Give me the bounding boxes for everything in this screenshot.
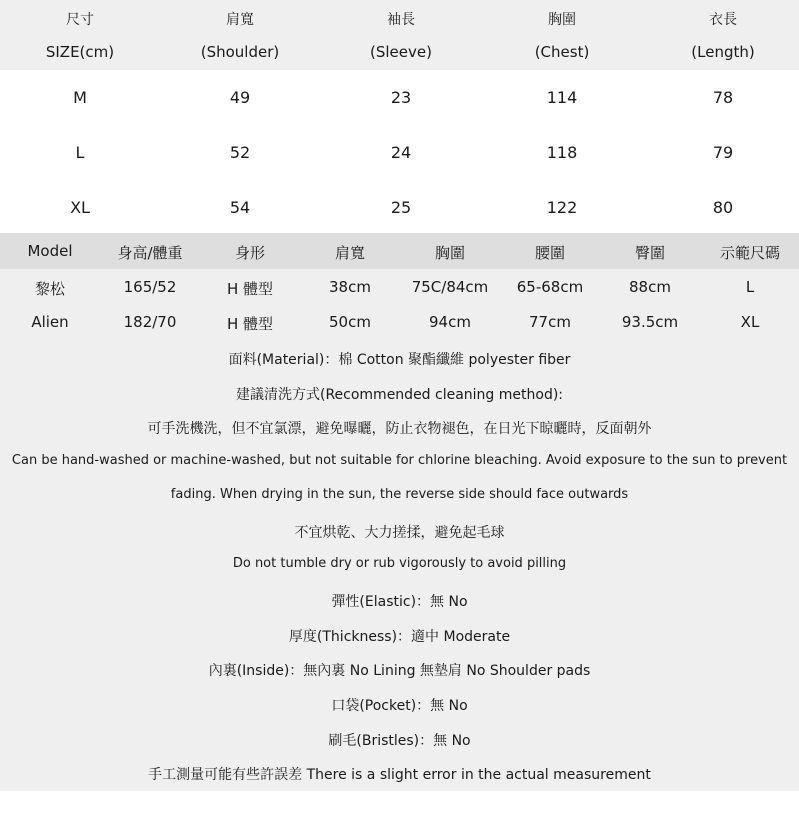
shoulder-header-en: (Shoulder) bbox=[200, 43, 280, 61]
chest-cell: 122 bbox=[546, 198, 578, 217]
hip-header: 臀圍 bbox=[634, 244, 665, 262]
size-cell: M bbox=[73, 88, 87, 107]
size-table-header bbox=[0, 0, 799, 70]
product-info bbox=[0, 339, 799, 791]
model-name: 黎松 bbox=[34, 280, 65, 298]
model-header: Model bbox=[27, 242, 73, 260]
chest-cell: 114 bbox=[546, 88, 578, 107]
length-header-en: (Length) bbox=[691, 43, 755, 61]
model-table-header bbox=[0, 233, 799, 269]
body-type-cell: H 體型 bbox=[226, 280, 274, 298]
size-cell: L bbox=[75, 143, 85, 162]
drying-note-en: Do not tumble dry or rub vigorously to avoid pilling bbox=[232, 556, 567, 571]
sleeve-cell: 25 bbox=[390, 198, 412, 217]
demo-size-cell: L bbox=[745, 278, 755, 296]
material-line: 面料(Material)：棉 Cotton 聚酯纖維 polyester fiber bbox=[228, 352, 571, 368]
body-type-header: 身形 bbox=[234, 244, 265, 262]
shoulder-cell: 54 bbox=[229, 198, 251, 217]
chest-cell: 94cm bbox=[429, 313, 471, 331]
length-cell: 78 bbox=[712, 88, 734, 107]
chest-cell: 75C/84cm bbox=[411, 278, 489, 296]
bristles-line: 刷毛(Bristles)：無 No bbox=[328, 733, 471, 749]
shoulder-cell: 52 bbox=[229, 143, 251, 162]
shoulder-cell: 38cm bbox=[329, 278, 371, 296]
waist-cell: 65-68cm bbox=[516, 278, 584, 296]
model-name: Alien bbox=[31, 313, 69, 331]
elastic-line: 彈性(Elastic)：無 No bbox=[331, 594, 468, 610]
sleeve-cell: 24 bbox=[390, 143, 412, 162]
height-weight-cell: 182/70 bbox=[123, 313, 177, 331]
inside-line: 內裏(Inside)：無內裏 No Lining 無墊肩 No Shoulder pads bbox=[208, 663, 591, 679]
chest-header-zh: 胸圍 bbox=[548, 12, 576, 28]
size-header-en: SIZE(cm) bbox=[45, 43, 115, 61]
height-weight-cell: 165/52 bbox=[123, 278, 177, 296]
pocket-line: 口袋(Pocket)：無 No bbox=[331, 698, 468, 714]
demo-size-cell: XL bbox=[740, 313, 760, 331]
sleeve-cell: 23 bbox=[390, 88, 412, 107]
hip-cell: 88cm bbox=[629, 278, 671, 296]
length-cell: 79 bbox=[712, 143, 734, 162]
drying-note-zh: 不宜烘乾、大力搓揉，避免起毛球 bbox=[294, 525, 505, 541]
shoulder-header-zh: 肩寬 bbox=[226, 12, 254, 28]
length-cell: 80 bbox=[712, 198, 734, 217]
height-weight-header: 身高/體重 bbox=[117, 244, 183, 262]
measurement-note: 手工測量可能有些許誤差 There is a slight error in the actual measurement bbox=[148, 767, 651, 783]
chest-header: 胸圍 bbox=[434, 244, 465, 262]
body-type-cell: H 體型 bbox=[226, 315, 274, 333]
cleaning-note-en-1: Can be hand-washed or machine-washed, but not suitable for chlorine bleaching. Avoid exposure to the sun to prevent bbox=[11, 453, 788, 468]
waist-header: 腰圍 bbox=[534, 244, 565, 262]
demo-size-header: 示範尺碼 bbox=[719, 244, 780, 262]
size-header-zh: 尺寸 bbox=[66, 12, 94, 28]
shoulder-cell: 49 bbox=[229, 88, 251, 107]
cleaning-note-zh: 可手洗機洗，但不宜氯漂，避免曝曬，防止衣物褪色，在日光下晾曬時，反面朝外 bbox=[147, 421, 652, 437]
model-table bbox=[0, 233, 799, 339]
sleeve-header-zh: 袖長 bbox=[387, 12, 415, 28]
length-header-zh: 衣長 bbox=[709, 12, 737, 28]
sleeve-header-en: (Sleeve) bbox=[370, 43, 432, 61]
size-cell: XL bbox=[70, 198, 90, 217]
chest-header-en: (Chest) bbox=[534, 43, 590, 61]
cleaning-note-en-2: fading. When drying in the sun, the reverse side should face outwards bbox=[170, 487, 629, 502]
hip-cell: 93.5cm bbox=[621, 313, 679, 331]
thickness-line: 厚度(Thickness)：適中 Moderate bbox=[288, 629, 511, 645]
shoulder-header: 肩寬 bbox=[334, 244, 365, 262]
cleaning-method-title: 建議清洗方式(Recommended cleaning method): bbox=[235, 387, 564, 403]
chest-cell: 118 bbox=[546, 143, 578, 162]
waist-cell: 77cm bbox=[529, 313, 571, 331]
shoulder-cell: 50cm bbox=[329, 313, 371, 331]
